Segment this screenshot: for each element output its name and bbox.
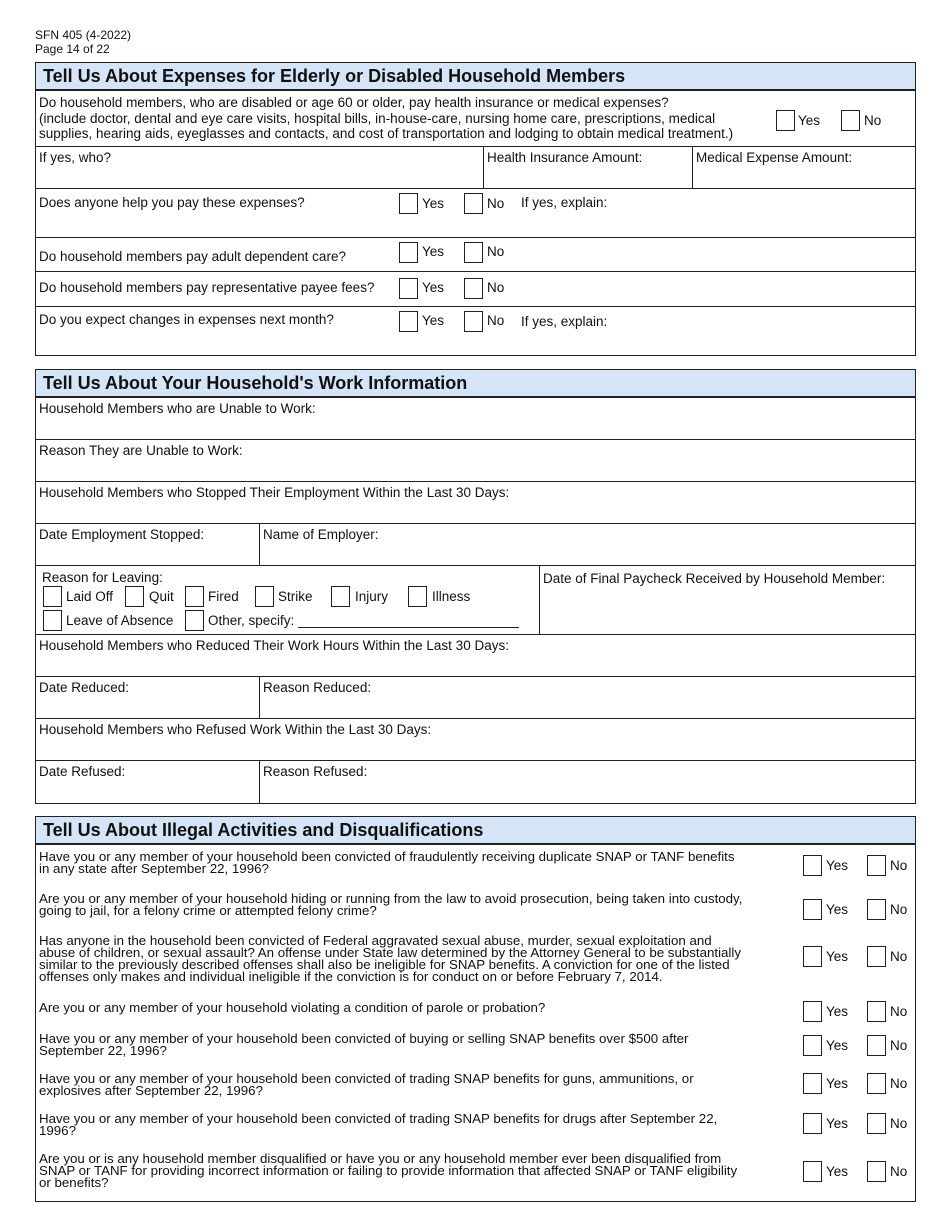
yes-label: Yes xyxy=(798,113,821,128)
no-label: No xyxy=(487,313,505,328)
reason-unable-field[interactable]: Reason They are Unable to Work: xyxy=(36,440,915,482)
date-refused-field[interactable]: Date Refused: xyxy=(39,764,126,779)
no-label: No xyxy=(890,902,908,917)
adult-care-question: Do household members pay adult dependent care? xyxy=(39,249,346,264)
laid-off-label: Laid Off xyxy=(66,589,114,604)
illegal-question-yes-checkbox[interactable] xyxy=(803,946,822,967)
medical-expenses-yes-checkbox[interactable] xyxy=(776,110,795,131)
expense-changes-no-checkbox[interactable] xyxy=(464,311,483,332)
form-header xyxy=(35,28,131,56)
illegal-question-yes-checkbox[interactable] xyxy=(803,855,822,876)
reason-refused-field[interactable]: Reason Refused: xyxy=(259,761,915,803)
illness-label: Illness xyxy=(432,589,471,604)
illegal-question-no-checkbox[interactable] xyxy=(867,1035,886,1056)
refused-row xyxy=(36,761,915,803)
reduced-hours-field[interactable]: Household Members who Reduced Their Work Hours Within the Last 30 Days: xyxy=(36,635,915,677)
illegal-question-line: going to jail, for a felony crime or attempted felony crime? xyxy=(39,903,377,918)
illegal-question-text xyxy=(39,1113,789,1137)
laid-off-checkbox[interactable] xyxy=(43,586,62,607)
illegal-question-no-checkbox[interactable] xyxy=(867,1073,886,1094)
quit-checkbox[interactable] xyxy=(125,586,144,607)
illegal-question-yes-checkbox[interactable] xyxy=(803,899,822,920)
illegal-question-line: abuse of children, or sexual assault? An offense under State law determined by the Attorney General to be substantially xyxy=(39,945,741,960)
payee-fees-row xyxy=(36,272,915,307)
other-specify-input[interactable] xyxy=(298,627,519,628)
illegal-question-no-checkbox[interactable] xyxy=(867,946,886,967)
illegal-question-line: Are you or any member of your household hiding or running from the law to avoid prosecution, being taken into custody, xyxy=(39,891,743,906)
health-insurance-amount-field[interactable]: Health Insurance Amount: xyxy=(483,147,692,188)
illegal-question-yes-checkbox[interactable] xyxy=(803,1073,822,1094)
reason-for-leaving-label: Reason for Leaving: xyxy=(42,570,163,585)
illegal-question-line: Are you or any member of your household violating a condition of parole or probation? xyxy=(39,1000,546,1015)
adult-care-row xyxy=(36,238,915,272)
illness-checkbox[interactable] xyxy=(408,586,427,607)
illegal-activities-section-title: Tell Us About Illegal Activities and Disqualifications xyxy=(36,817,915,845)
fired-label: Fired xyxy=(208,589,239,604)
illegal-question-text xyxy=(39,1153,789,1189)
no-label: No xyxy=(890,1076,908,1091)
yes-label: Yes xyxy=(422,313,445,328)
work-section-title: Tell Us About Your Household's Work Information xyxy=(36,370,915,398)
illegal-question-line: Are you or is any household member disqualified or have you or any household member ever been disqualified from xyxy=(39,1151,722,1166)
leave-of-absence-label: Leave of Absence xyxy=(66,613,174,628)
strike-checkbox[interactable] xyxy=(255,586,274,607)
illegal-question-text xyxy=(39,1002,789,1014)
illegal-question-line: or benefits? xyxy=(39,1175,109,1190)
stopped-employment-field[interactable]: Household Members who Stopped Their Employment Within the Last 30 Days: xyxy=(36,482,915,524)
expenses-section-title: Tell Us About Expenses for Elderly or Disabled Household Members xyxy=(36,63,915,91)
no-label: No xyxy=(890,1164,908,1179)
unable-to-work-field[interactable]: Household Members who are Unable to Work: xyxy=(36,398,915,440)
leave-of-absence-checkbox[interactable] xyxy=(43,610,62,631)
expenses-section xyxy=(35,62,916,356)
payee-fees-yes-checkbox[interactable] xyxy=(399,278,418,299)
no-label: No xyxy=(487,196,505,211)
expense-changes-explain-label: If yes, explain: xyxy=(521,314,608,329)
illegal-question-text xyxy=(39,935,789,983)
injury-label: Injury xyxy=(355,589,389,604)
illegal-question-text xyxy=(39,1073,789,1097)
page-number: Page 14 of 22 xyxy=(35,42,110,56)
illegal-activities-section xyxy=(35,816,916,1202)
no-label: No xyxy=(890,1116,908,1131)
illegal-question-line: offenses only makes and individual ineligible if the conviction is for conduct on or before February 7, 2014. xyxy=(39,969,663,984)
yes-label: Yes xyxy=(826,902,849,917)
no-label: No xyxy=(487,244,505,259)
illegal-question-yes-checkbox[interactable] xyxy=(803,1001,822,1022)
employment-stopped-row xyxy=(36,524,915,566)
reason-for-leaving-group xyxy=(36,566,539,634)
help-pay-yes-checkbox[interactable] xyxy=(399,193,418,214)
illegal-question-line: Have you or any member of your household been convicted of buying or selling SNAP benefits over $500 after xyxy=(39,1031,689,1046)
date-reduced-field[interactable]: Date Reduced: xyxy=(39,680,130,695)
illegal-question-no-checkbox[interactable] xyxy=(867,1113,886,1134)
no-label: No xyxy=(890,949,908,964)
other-checkbox[interactable] xyxy=(185,610,204,631)
illegal-question-line: similar to the previously described offenses shall also be ineligible for SNAP benefits. A conviction for one of the listed xyxy=(39,957,730,972)
reason-for-leaving-row xyxy=(36,566,915,635)
illegal-question-yes-checkbox[interactable] xyxy=(803,1161,822,1182)
illegal-question-no-checkbox[interactable] xyxy=(867,1001,886,1022)
illegal-question-line: Has anyone in the household been convicted of Federal aggravated sexual abuse, murder, sexual exploitation and xyxy=(39,933,712,948)
illegal-question-yes-checkbox[interactable] xyxy=(803,1035,822,1056)
refused-work-field[interactable]: Household Members who Refused Work Within the Last 30 Days: xyxy=(36,719,915,761)
other-specify-label: Other, specify: xyxy=(208,613,295,628)
yes-label: Yes xyxy=(422,196,445,211)
illegal-question-no-checkbox[interactable] xyxy=(867,855,886,876)
illegal-question-text xyxy=(39,893,789,917)
yes-label: Yes xyxy=(826,949,849,964)
reason-reduced-field[interactable]: Reason Reduced: xyxy=(259,677,915,718)
help-pay-row xyxy=(36,189,915,238)
help-pay-no-checkbox[interactable] xyxy=(464,193,483,214)
illegal-question-text xyxy=(39,851,789,875)
payee-fees-question: Do household members pay representative payee fees? xyxy=(39,280,375,295)
yes-label: Yes xyxy=(422,244,445,259)
illegal-question-line: in any state after September 22, 1996? xyxy=(39,861,269,876)
illegal-question-line: 1996? xyxy=(39,1123,76,1138)
illegal-question-line: Have you or any member of your household been convicted of trading SNAP benefits for guns, ammunitions, or xyxy=(39,1071,694,1086)
injury-checkbox[interactable] xyxy=(331,586,350,607)
adult-care-yes-checkbox[interactable] xyxy=(399,242,418,263)
date-final-paycheck-field[interactable]: Date of Final Paycheck Received by Household Member: xyxy=(539,566,915,634)
no-label: No xyxy=(487,280,505,295)
medical-expense-amount-field[interactable]: Medical Expense Amount: xyxy=(692,147,915,188)
reduced-row xyxy=(36,677,915,719)
expense-changes-yes-checkbox[interactable] xyxy=(399,311,418,332)
expense-changes-question: Do you expect changes in expenses next month? xyxy=(39,312,334,327)
no-label: No xyxy=(890,1038,908,1053)
help-pay-explain-label: If yes, explain: xyxy=(521,195,608,210)
yes-label: Yes xyxy=(826,1004,849,1019)
no-label: No xyxy=(864,113,882,128)
payee-fees-no-checkbox[interactable] xyxy=(464,278,483,299)
no-label: No xyxy=(890,1004,908,1019)
date-employment-stopped-field[interactable]: Date Employment Stopped: xyxy=(39,527,205,542)
adult-care-no-checkbox[interactable] xyxy=(464,242,483,263)
illegal-question-line: September 22, 1996? xyxy=(39,1043,167,1058)
medical-expenses-question: Do household members, who are disabled or age 60 or older, pay health insurance or medical expenses? (include doctor, dental and eye care visits, hospital bills, in-house-care, nursing home care, prescriptions, medical supplies, hearing aids, eyeglasses and contacts, and cost of transportation and lodging to obtain medical treatment.) xyxy=(39,95,734,141)
quit-label: Quit xyxy=(149,589,174,604)
yes-label: Yes xyxy=(826,858,849,873)
yes-label: Yes xyxy=(826,1076,849,1091)
work-section xyxy=(35,369,916,804)
who-amounts-row xyxy=(36,147,915,189)
yes-label: Yes xyxy=(826,1038,849,1053)
expense-changes-row xyxy=(36,307,915,355)
illegal-question-line: Have you or any member of your household been convicted of fraudulently receiving duplicate SNAP or TANF benefits xyxy=(39,849,735,864)
illegal-question-no-checkbox[interactable] xyxy=(867,1161,886,1182)
illegal-question-line: SNAP or TANF for providing incorrect information or failing to provide information that affected SNAP or TANF eligibility xyxy=(39,1163,738,1178)
illegal-question-no-checkbox[interactable] xyxy=(867,899,886,920)
form-id: SFN 405 (4-2022) xyxy=(35,28,132,42)
yes-label: Yes xyxy=(826,1164,849,1179)
help-pay-question: Does anyone help you pay these expenses? xyxy=(39,195,305,210)
strike-label: Strike xyxy=(278,589,313,604)
illegal-question-line: Have you or any member of your household been convicted of trading SNAP benefits for drugs after September 22, xyxy=(39,1111,718,1126)
illegal-question-yes-checkbox[interactable] xyxy=(803,1113,822,1134)
yes-label: Yes xyxy=(422,280,445,295)
medical-expenses-question-row xyxy=(36,91,915,147)
yes-label: Yes xyxy=(826,1116,849,1131)
illegal-question-line: explosives after September 22, 1996? xyxy=(39,1083,263,1098)
medical-expenses-no-checkbox[interactable] xyxy=(841,110,860,131)
fired-checkbox[interactable] xyxy=(185,586,204,607)
no-label: No xyxy=(890,858,908,873)
illegal-question-text xyxy=(39,1033,789,1057)
if-yes-who-field[interactable]: If yes, who? xyxy=(39,150,112,165)
name-of-employer-field[interactable]: Name of Employer: xyxy=(259,524,915,565)
